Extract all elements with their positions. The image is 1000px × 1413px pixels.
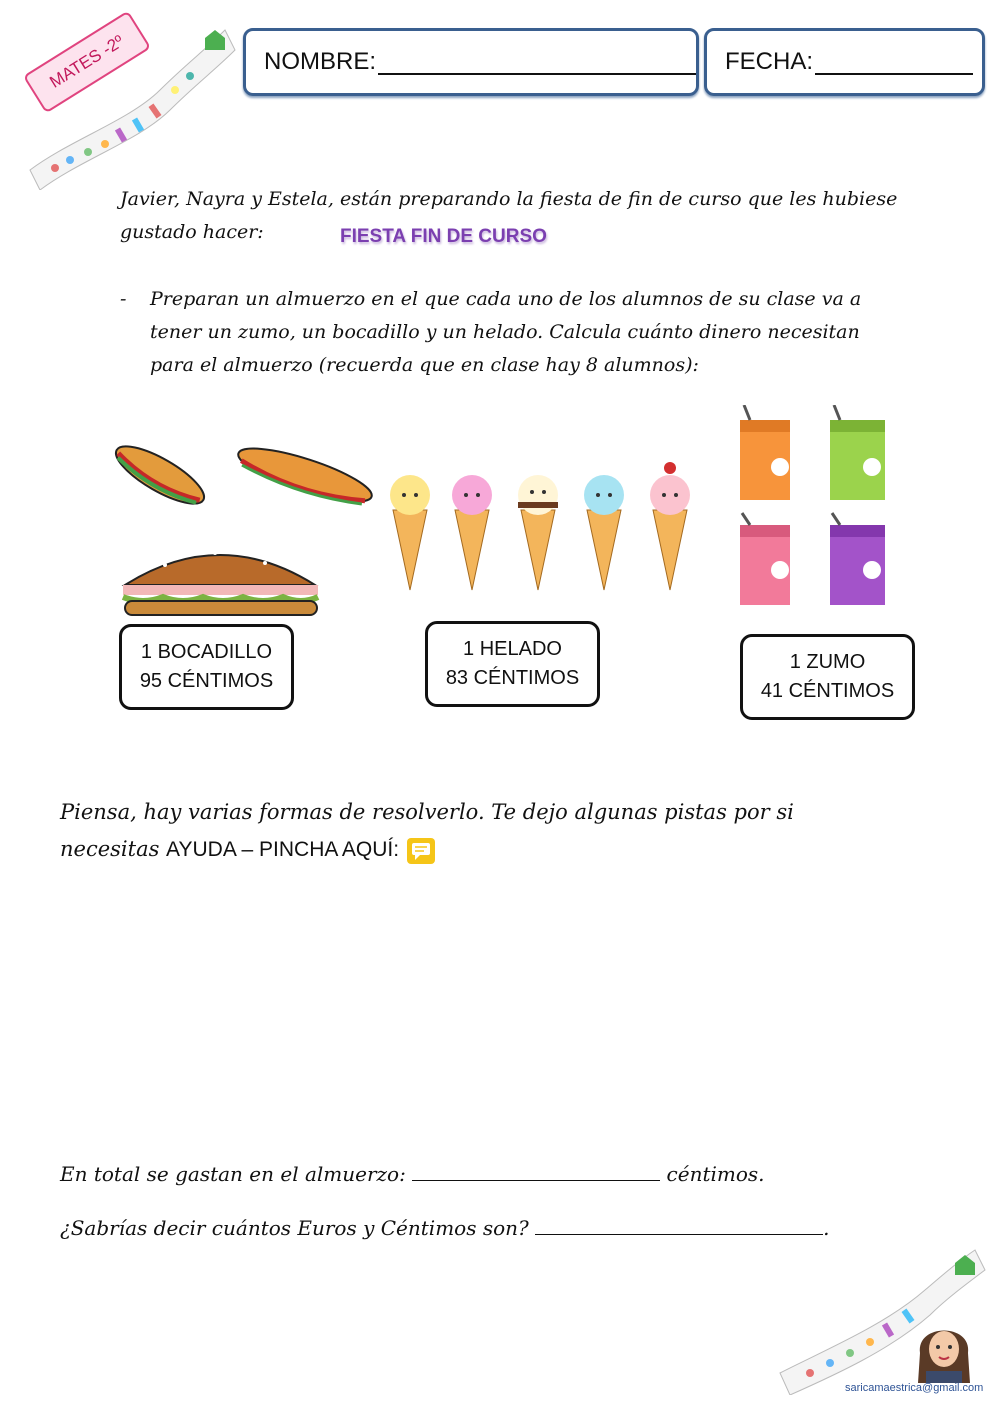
total-question xyxy=(60,1158,765,1191)
task-paragraph xyxy=(150,283,910,382)
price-box-icecream xyxy=(425,621,600,707)
euros-question xyxy=(60,1212,829,1245)
date-answer-line[interactable] xyxy=(815,49,973,75)
task-line-1: Preparan un almuerzo en el que cada uno de los alumnos de su clase va a xyxy=(150,288,862,310)
date-field-box[interactable] xyxy=(704,28,985,96)
icecream-price-value: 83 CÉNTIMOS xyxy=(445,667,580,689)
juice-price-value: 41 CÉNTIMOS xyxy=(760,680,895,702)
intro-line-2: gustado hacer: xyxy=(120,221,264,243)
icecream-icon-5 xyxy=(650,462,690,590)
icecream-icon-2 xyxy=(452,475,492,590)
date-label: FECHA: xyxy=(725,48,814,75)
euros-answer-line[interactable] xyxy=(535,1214,823,1235)
comment-icon[interactable] xyxy=(406,837,436,865)
sandwich-illustrations xyxy=(105,435,380,635)
total-prefix: En total se gastan en el almuerzo: xyxy=(60,1162,406,1186)
euros-question-text: ¿Sabrías decir cuántos Euros y Céntimos son? xyxy=(60,1216,529,1240)
juice-icon-green xyxy=(830,405,885,500)
icecream-price-label: 1 HELADO xyxy=(463,638,562,660)
juice-price-label: 1 ZUMO xyxy=(789,651,866,673)
juice-icon-pink xyxy=(740,513,790,605)
help-link[interactable]: AYUDA – PINCHA AQUÍ: xyxy=(166,838,400,861)
task-line-2: tener un zumo, un bocadillo y un helado. Calcula cuánto dinero necesitan xyxy=(150,321,860,343)
party-title: FIESTA FIN DE CURSO xyxy=(340,226,547,247)
task-bullet: - xyxy=(120,288,127,310)
icecream-icon-1 xyxy=(390,475,430,590)
hint-line-2-prefix: necesitas xyxy=(60,837,167,861)
icecream-icon-4 xyxy=(584,475,624,590)
subject-tag: MATES -2º xyxy=(23,10,151,113)
name-label: NOMBRE: xyxy=(264,48,377,75)
sandwich-price-label: 1 BOCADILLO xyxy=(140,641,273,663)
total-suffix: céntimos. xyxy=(666,1162,765,1186)
hint-line-2 xyxy=(60,831,940,868)
juice-icon-purple xyxy=(830,513,885,605)
price-box-juice xyxy=(740,634,915,720)
sandwich-icon-2 xyxy=(233,438,376,512)
name-answer-line[interactable] xyxy=(378,49,696,75)
intro-line-1: Javier, Nayra y Estela, están preparando la fiesta de fin de curso que les hubiese xyxy=(120,188,898,210)
euros-suffix: . xyxy=(823,1216,830,1240)
total-answer-line[interactable] xyxy=(412,1160,660,1181)
sandwich-price-value: 95 CÉNTIMOS xyxy=(139,670,274,692)
hint-line-1: Piensa, hay varias formas de resolverlo. Te dejo algunas pistas por si xyxy=(60,800,794,824)
sandwich-icon-3 xyxy=(123,551,318,615)
sandwich-icon-1 xyxy=(109,436,212,514)
juice-icon-orange xyxy=(740,405,790,500)
teacher-avatar xyxy=(912,1313,976,1383)
icecream-illustrations xyxy=(385,440,715,600)
author-email: saricamaestrica@gmail.com xyxy=(845,1382,984,1394)
name-field-box[interactable] xyxy=(243,28,699,96)
icecream-icon-3 xyxy=(518,475,558,590)
hint-paragraph xyxy=(60,794,940,868)
task-line-3: para el almuerzo (recuerda que en clase hay 8 alumnos): xyxy=(150,354,699,376)
price-box-sandwich xyxy=(119,624,294,710)
juice-illustrations xyxy=(730,405,900,620)
